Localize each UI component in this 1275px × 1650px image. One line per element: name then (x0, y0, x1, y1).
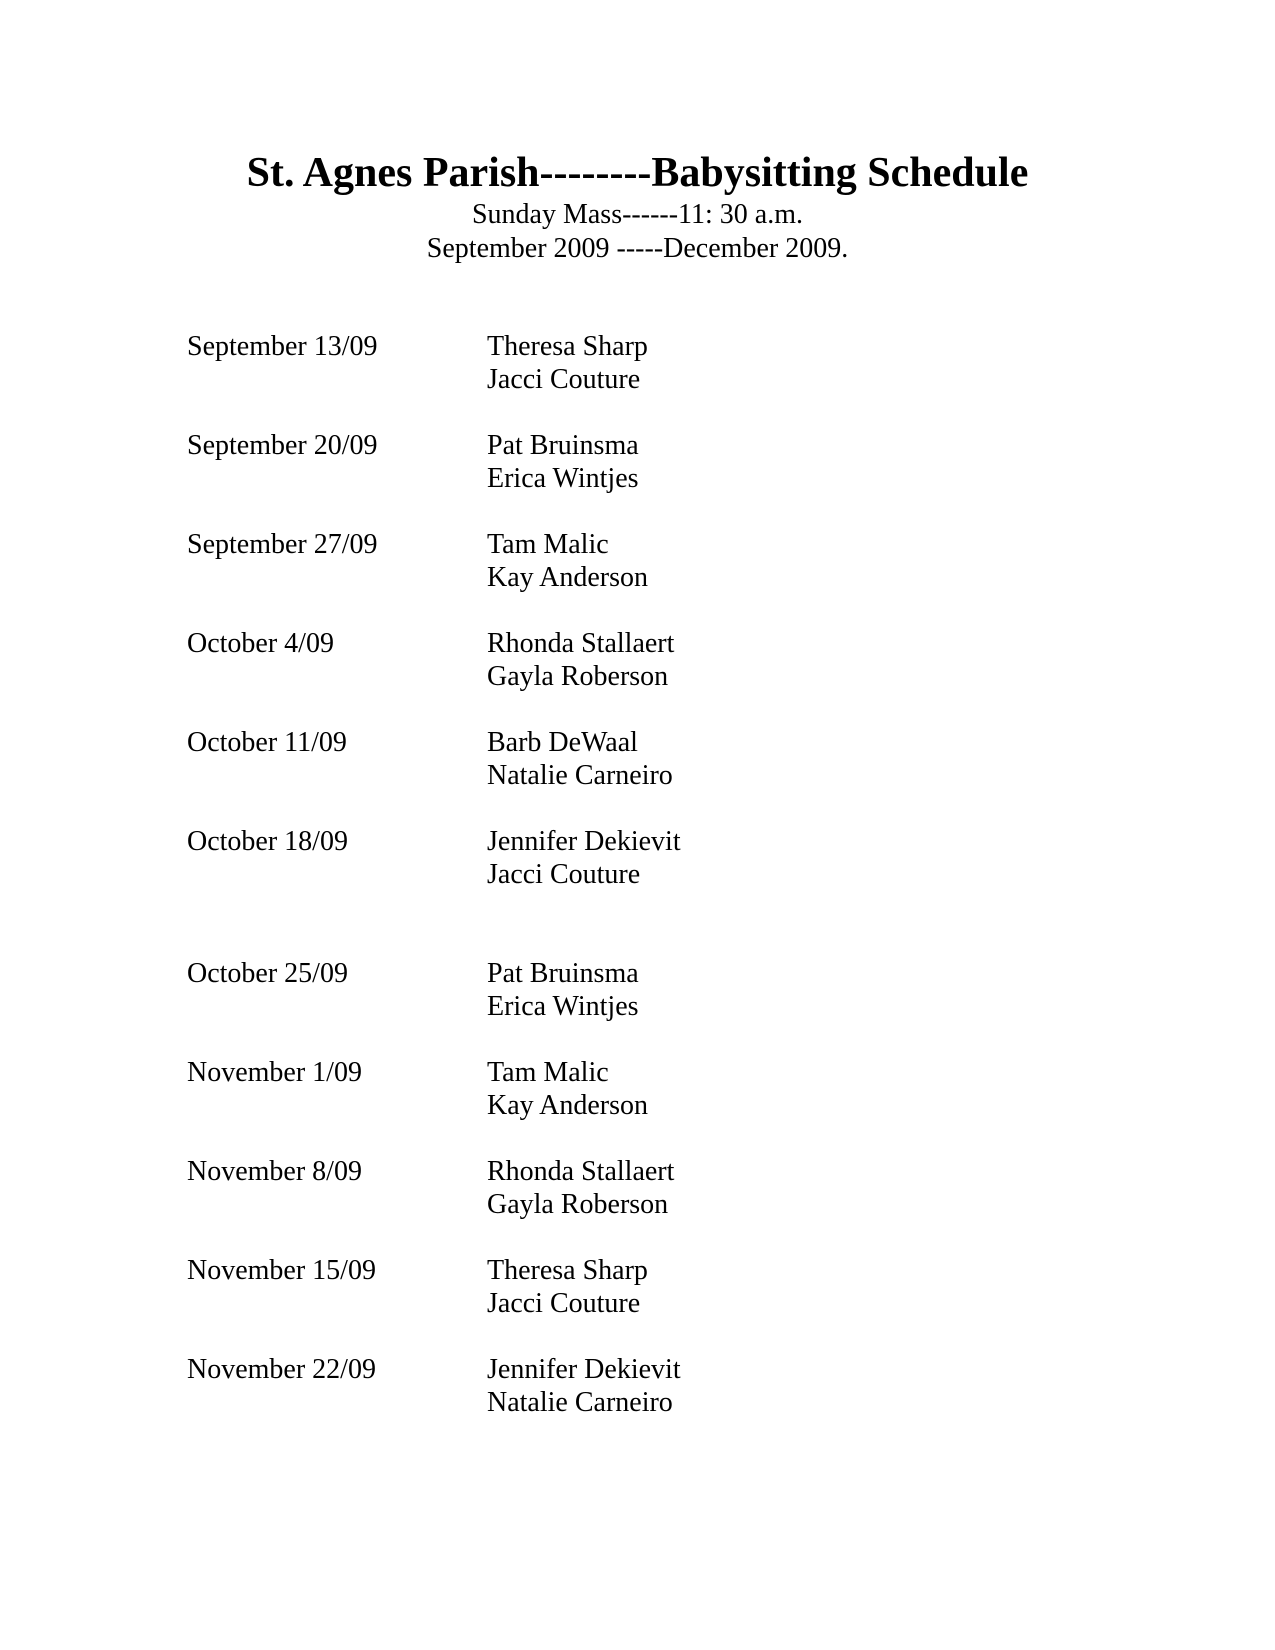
sitter-name: Kay Anderson (487, 1090, 648, 1121)
entry-date: October 11/09 (187, 727, 347, 758)
sitter-name: Theresa Sharp (487, 331, 648, 362)
entry-date: September 27/09 (187, 529, 378, 560)
sitter-name: Pat Bruinsma (487, 958, 639, 989)
sitter-name: Pat Bruinsma (487, 430, 639, 461)
entry-sitters (487, 1155, 787, 1221)
sitter-name: Jacci Couture (487, 859, 641, 890)
entry-date: September 20/09 (187, 430, 378, 461)
entry-sitters (487, 825, 787, 891)
entry-sitters (487, 627, 787, 693)
entry-date: October 25/09 (187, 958, 348, 989)
sitter-name: Rhonda Stallaert (487, 628, 675, 659)
entry-sitters (487, 330, 787, 396)
entry-date: October 18/09 (187, 826, 348, 857)
sitter-name: Jennifer Dekievit (487, 826, 681, 857)
sitter-name: Jacci Couture (487, 364, 641, 395)
sitter-name: Jennifer Dekievit (487, 1354, 681, 1385)
entry-sitters (487, 726, 787, 792)
entry-sitters (487, 528, 787, 594)
sitter-name: Theresa Sharp (487, 1255, 648, 1286)
sitter-name: Rhonda Stallaert (487, 1156, 675, 1187)
entry-sitters (487, 1353, 787, 1419)
sitter-name: Erica Wintjes (487, 463, 639, 494)
entry-sitters (487, 1254, 787, 1320)
entry-sitters (487, 1056, 787, 1122)
entry-date: November 1/09 (187, 1057, 362, 1088)
sitter-name: Gayla Roberson (487, 661, 669, 692)
sitter-name: Kay Anderson (487, 562, 648, 593)
sitter-name: Tam Malic (487, 529, 609, 560)
sitter-name: Gayla Roberson (487, 1189, 669, 1220)
page-title: St. Agnes Parish--------Babysitting Schedule (246, 150, 1029, 196)
document-header (0, 150, 1275, 266)
entry-sitters (487, 957, 787, 1023)
sitter-name: Erica Wintjes (487, 991, 639, 1022)
entry-date: November 8/09 (187, 1156, 362, 1187)
entry-date: September 13/09 (187, 331, 378, 362)
sitter-name: Natalie Carneiro (487, 760, 673, 791)
entry-date: November 15/09 (187, 1255, 376, 1286)
sitter-name: Barb DeWaal (487, 727, 638, 758)
entry-sitters (487, 429, 787, 495)
sitter-name: Jacci Couture (487, 1288, 641, 1319)
date-range: September 2009 -----December 2009. (426, 233, 849, 264)
sitter-name: Tam Malic (487, 1057, 609, 1088)
entry-date: November 22/09 (187, 1354, 376, 1385)
sitter-name: Natalie Carneiro (487, 1387, 673, 1418)
entry-date: October 4/09 (187, 628, 334, 659)
mass-time: Sunday Mass------11: 30 a.m. (471, 199, 803, 230)
